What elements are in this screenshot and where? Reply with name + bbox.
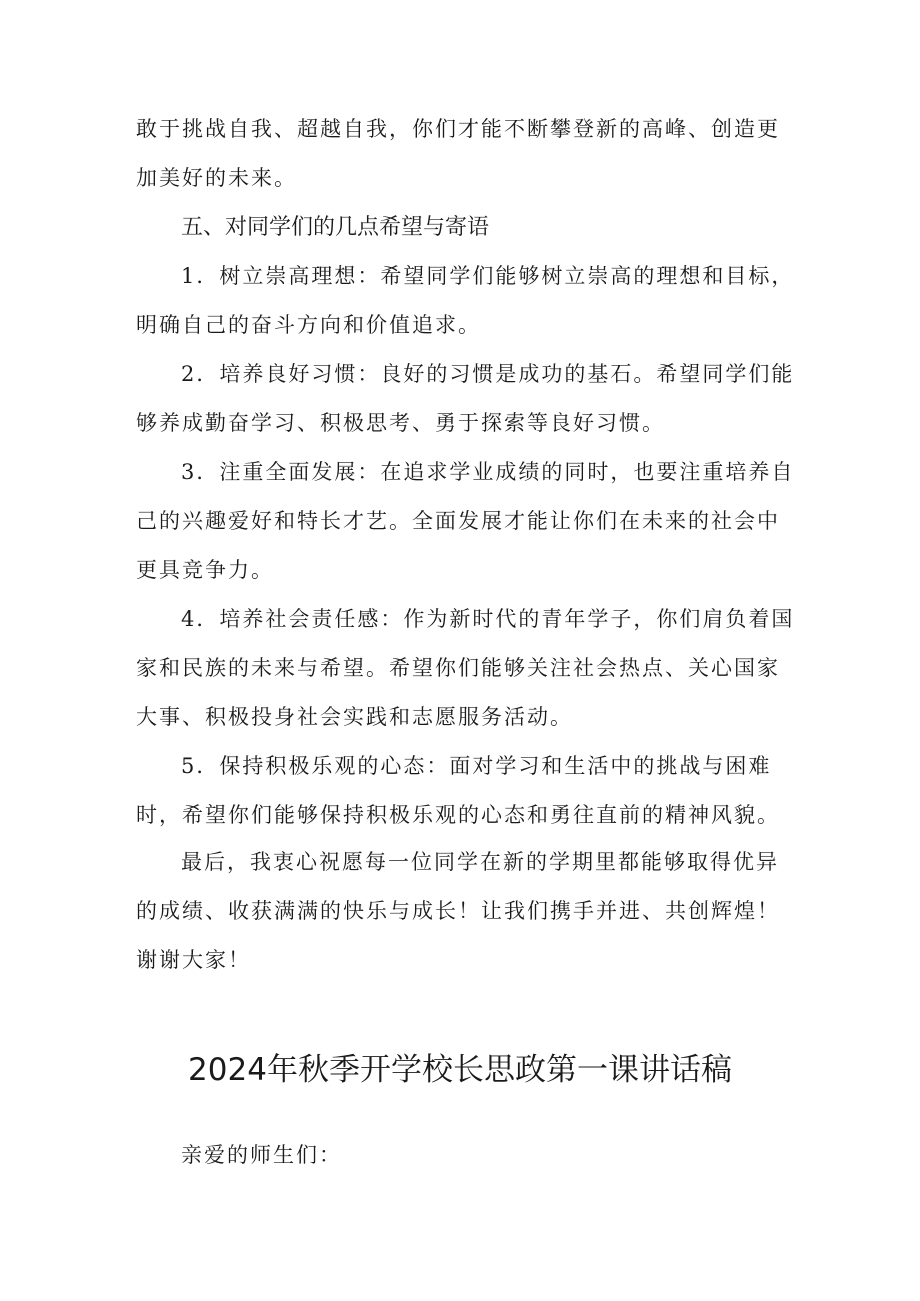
hope-item-5: 5．保持积极乐观的心态：面对学习和生活中的挑战与困难时，希望你们能够保持积极乐观的心态和勇往直前的精神风貌。: [136, 754, 780, 827]
salutation: 亲爱的师生们：: [181, 1143, 342, 1167]
document-title: 2024年秋季开学校长思政第一课讲话稿: [188, 1052, 732, 1088]
thanks-line: 谢谢大家！: [136, 948, 251, 972]
section-heading: 五、对同学们的几点希望与寄语: [181, 215, 490, 240]
hope-item-4: 4．培养社会责任感：作为新时代的青年学子，你们肩负着国家和民族的未来与希望。希望你们能够关注社会热点、关心国家大事、积极投身社会实践和志愿服务活动。: [136, 607, 795, 729]
hope-item-3: 3．注重全面发展：在追求学业成绩的同时，也要注重培养自己的兴趣爱好和特长才艺。全面发展才能让你们在未来的社会中更具竞争力。: [136, 460, 795, 582]
hope-item-1: 1．树立崇高理想：希望同学们能够树立崇高的理想和目标，明确自己的奋斗方向和价值追求。: [136, 264, 795, 337]
intro-paragraph-tail: 敢于挑战自我、超越自我，你们才能不断攀登新的高峰、创造更加美好的未来。: [136, 117, 780, 190]
closing-paragraph: 最后，我衷心祝愿每一位同学在新的学期里都能够取得优异的成绩、收获满满的快乐与成长！让我们携手并进、共创辉煌！: [136, 850, 780, 923]
hope-item-2: 2．培养良好习惯：良好的习惯是成功的基石。希望同学们能够养成勤奋学习、积极思考、勇于探索等良好习惯。: [136, 362, 795, 435]
